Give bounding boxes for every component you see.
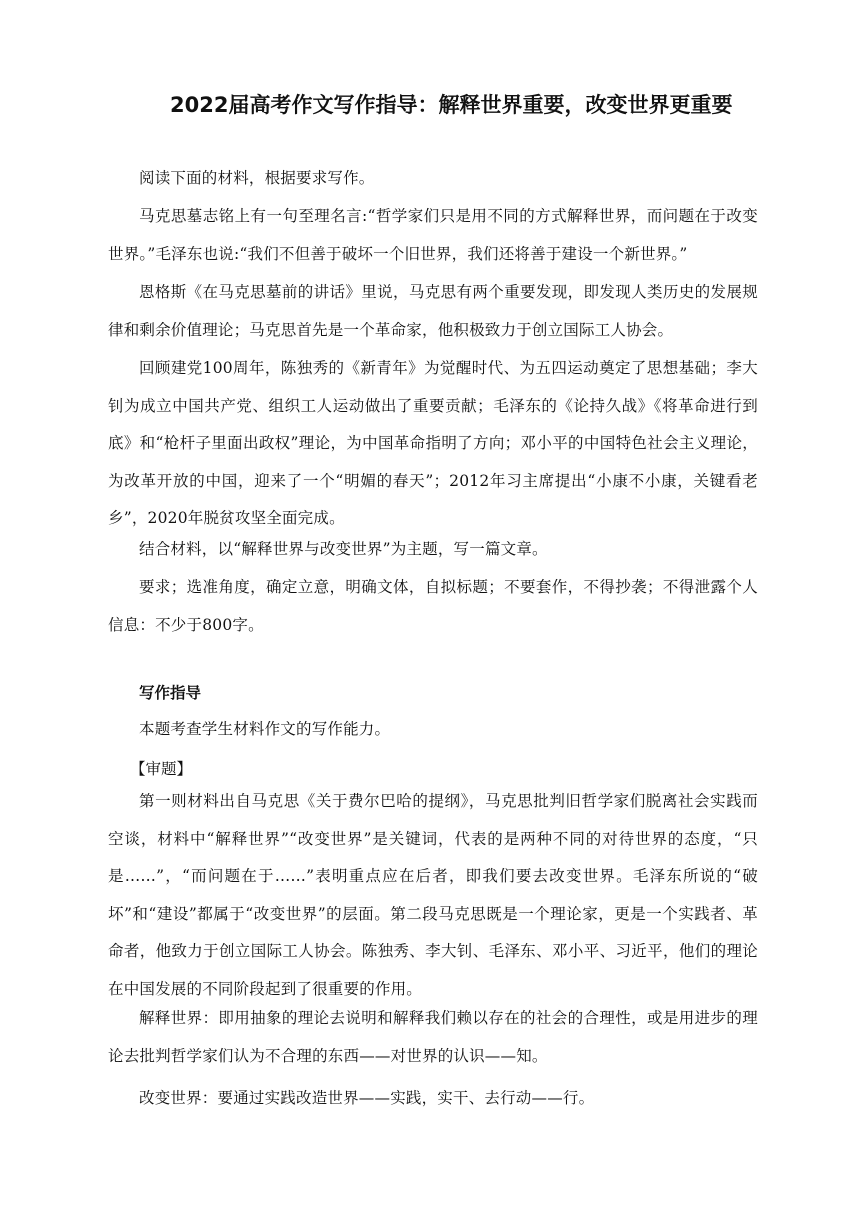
document-title: 2022届高考作文写作指导：解释世界重要，改变世界更重要	[170, 93, 733, 117]
guide-section-label: 【审题】	[130, 760, 193, 778]
material-task: 结合材料，以“解释世界与改变世界”为主题，写一篇文章。	[139, 540, 548, 558]
guide-paragraph-2: 解释世界：即用抽象的理论去说明和解释我们赖以存在的社会的合理性，或是用进步的理论去批判哲学家们认为不合理的东西——对世界的认识——知。	[108, 1009, 758, 1065]
guide-heading: 写作指导	[139, 684, 202, 702]
material-requirements: 要求；选准角度，确定立意，明确文体，自拟标题；不要套作，不得抄袭；不得泄露个人信息：不少于800字。	[108, 578, 758, 634]
guide-paragraph-1: 第一则材料出自马克思《关于费尔巴哈的提纲》，马克思批判旧哲学家们脱离社会实践而空谈，材料中“解释世界”“改变世界”是关键词，代表的是两种不同的对待世界的态度，“只是……”，“而问题在于……”表明重点应在后者，即我们要去改变世界。毛泽东所说的“破坏”和“建设”都属于“改变世界”的层面。第二段马克思既是一个理论家，更是一个实践者、革命者，他致力于创立国际工人协会。陈独秀、李大钊、毛泽东、邓小平、习近平，他们的理论在中国发展的不同阶段起到了很重要的作用。	[108, 792, 758, 998]
material-paragraph-3: 回顾建党100周年，陈独秀的《新青年》为觉醒时代、为五四运动奠定了思想基础；李大钊为成立中国共产党、组织工人运动做出了重要贡献；毛泽东的《论持久战》《将革命进行到底》和“枪杆子里面出政权”理论，为中国革命指明了方向；邓小平的中国特色社会主义理论，为改革开放的中国，迎来了一个“明媚的春天”；2012年习主席提出“小康不小康，关键看老乡”，2020年脱贫攻坚全面完成。	[108, 359, 758, 527]
guide-paragraph-3: 改变世界：要通过实践改造世界——实践，实干、去行动——行。	[139, 1089, 595, 1107]
material-paragraph-1: 马克思墓志铭上有一句至理名言:“哲学家们只是用不同的方式解释世界，而问题在于改变世界。”毛泽东也说:“我们不但善于破坏一个旧世界，我们还将善于建设一个新世界。”	[108, 207, 758, 263]
material-paragraph-2: 恩格斯《在马克思墓前的讲话》里说，马克思有两个重要发现，即发现人类历史的发展规律和剩余价值理论；马克思首先是一个革命家，他积极致力于创立国际工人协会。	[108, 283, 758, 339]
material-intro: 阅读下面的材料，根据要求写作。	[139, 169, 375, 187]
guide-intro: 本题考查学生材料作文的写作能力。	[139, 720, 391, 738]
